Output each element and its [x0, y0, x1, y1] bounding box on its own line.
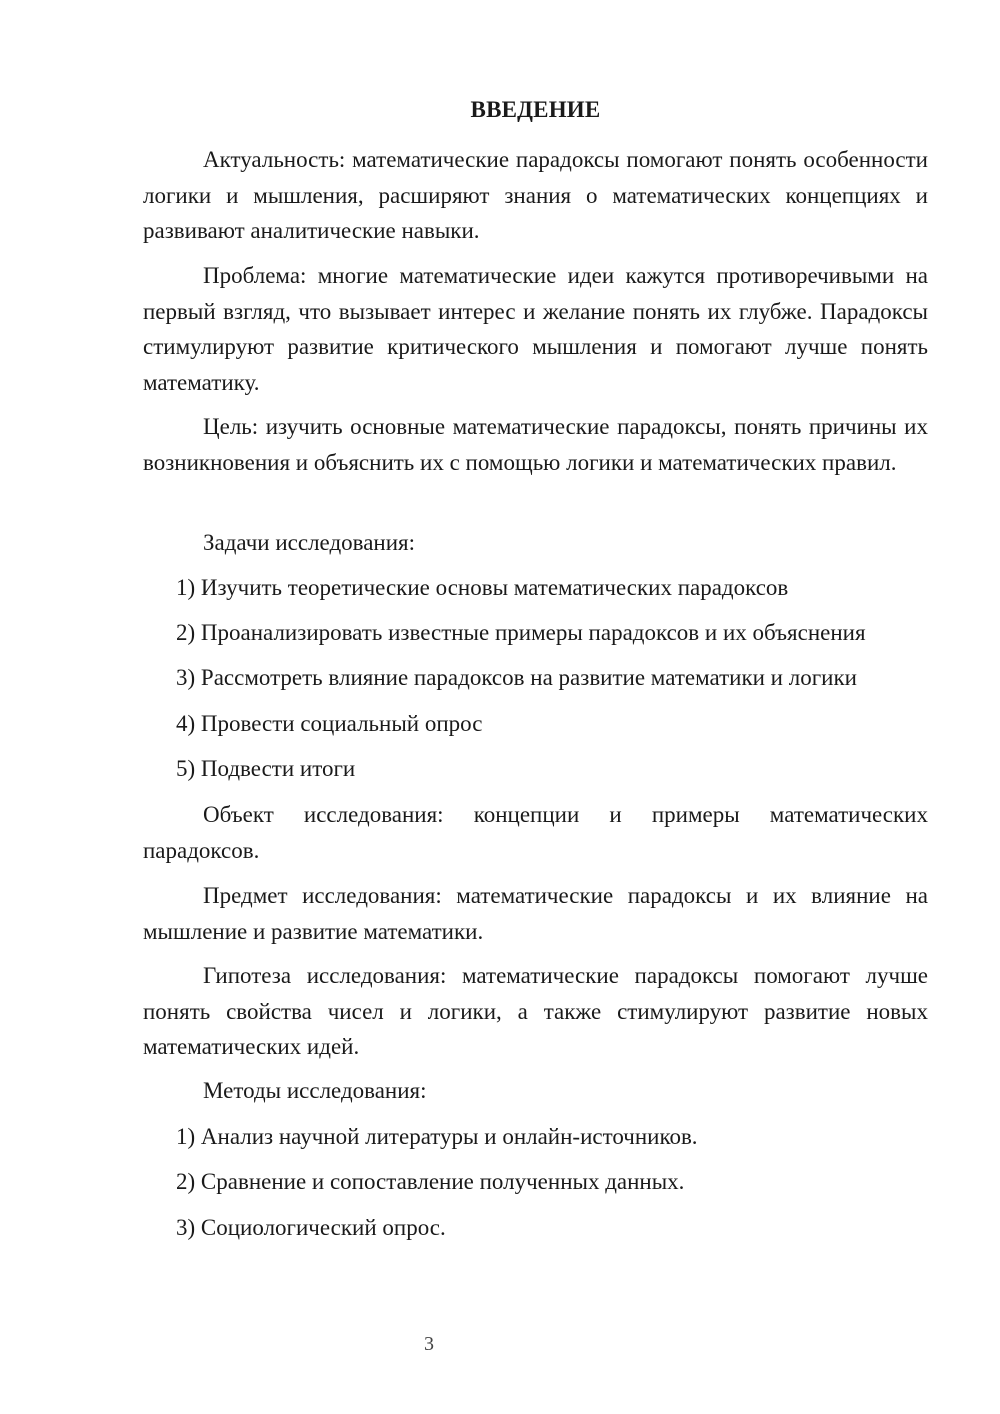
paragraph-subject: Предмет исследования: математические парадоксы и их влияние на мышление и развитие математики.: [143, 883, 928, 944]
tasks-heading: Задачи исследования:: [203, 530, 416, 555]
section-title: ВВЕДЕНИЕ: [470, 97, 601, 122]
paragraph-object: Объект исследования: концепции и примеры математических парадоксов.: [143, 802, 928, 863]
task-item-1: 1) Изучить теоретические основы математических парадоксов: [176, 575, 789, 600]
paragraph-problem: Проблема: многие математические идеи кажутся противоречивыми на первый взгляд, что вызывает интерес и желание понять их глубже. Парадоксы стимулируют развитие критического мышления и помогают лучше понять математику.: [143, 263, 928, 395]
paragraph-relevance: Актуальность: математические парадоксы помогают понять особенности логики и мышления, расширяют знания о математических концепциях и развивают аналитические навыки.: [143, 147, 928, 243]
page-number: 3: [424, 1333, 434, 1355]
document-page: [143, 0, 928, 1414]
paragraph-goal: Цель: изучить основные математические парадоксы, понять причины их возникновения и объяснить их с помощью логики и математических правил.: [143, 414, 928, 475]
paragraph-hypothesis: Гипотеза исследования: математические парадоксы помогают лучше понять свойства чисел и логики, а также стимулируют развитие новых математических идей.: [143, 963, 928, 1059]
task-item-4: 4) Провести социальный опрос: [176, 711, 483, 736]
method-item-1: 1) Анализ научной литературы и онлайн-источников.: [176, 1124, 698, 1149]
task-item-3: 3) Рассмотреть влияние парадоксов на развитие математики и логики: [176, 665, 857, 690]
method-item-3: 3) Социологический опрос.: [176, 1215, 446, 1240]
task-item-5: 5) Подвести итоги: [176, 756, 356, 781]
methods-heading: Методы исследования:: [203, 1078, 427, 1103]
method-item-2: 2) Сравнение и сопоставление полученных данных.: [176, 1169, 685, 1194]
task-item-2: 2) Проанализировать известные примеры парадоксов и их объяснения: [176, 620, 866, 645]
